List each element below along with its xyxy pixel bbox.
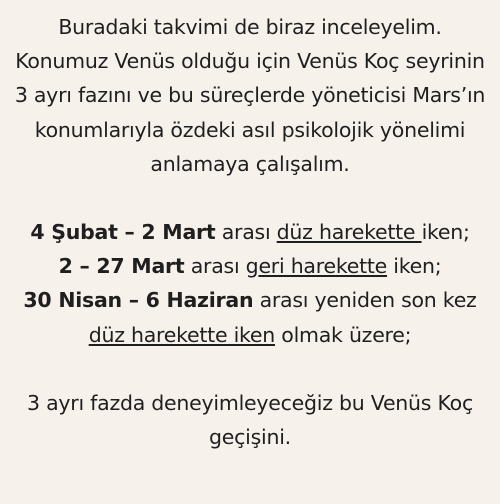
closing-line-2: geçişini.	[209, 425, 291, 450]
intro-line-2: Konumuz Venüs olduğu için Venüs Koç seyrinin	[15, 49, 485, 74]
phase-2-dates: 2 – 27 Mart	[58, 254, 185, 279]
phase-2-underlined-text: eri harekette	[258, 254, 388, 279]
phase-3-text: arası yeniden son kez	[253, 288, 477, 313]
phase-1-end-text: iken;	[421, 220, 470, 245]
intro-line-5: anlamaya çalışalım.	[150, 151, 350, 176]
phase-line-2	[0, 249, 500, 283]
closing-line-1: 3 ayrı fazda deneyimleyeceğiz bu Venüs Koç	[27, 390, 473, 415]
phase-1-dates: 4 Şubat – 2 Mart	[30, 220, 216, 245]
phase-3-dates: 30 Nisan – 6 Haziran	[23, 288, 254, 313]
phase-2-end-text: iken;	[387, 254, 442, 279]
intro-line-4: konumlarıyla özdeki asıl psikolojik yönelimi	[34, 117, 466, 142]
intro-line-1: Buradaki takvimi de biraz inceleyelim.	[58, 15, 442, 39]
astrology-text	[0, 10, 500, 454]
phase-1-underlined-text: düz harekette	[276, 220, 422, 245]
phase-4-text: olmak üzere;	[275, 322, 412, 347]
phase-line-4	[0, 318, 500, 352]
phase-2-text: arası	[184, 254, 246, 279]
phase-1-text: arası	[215, 220, 277, 245]
intro-line-3: 3 ayrı fazını ve bu süreçlerde yöneticisi Mars’ın	[14, 83, 486, 108]
phase-line-1	[0, 215, 500, 249]
phase-2-g: g	[245, 254, 259, 279]
phase-line-3	[0, 283, 500, 317]
paragraph-gap-1	[0, 181, 500, 215]
paragraph-gap-2	[0, 352, 500, 386]
phase-4-underlined-text: düz harekette iken	[88, 322, 276, 347]
